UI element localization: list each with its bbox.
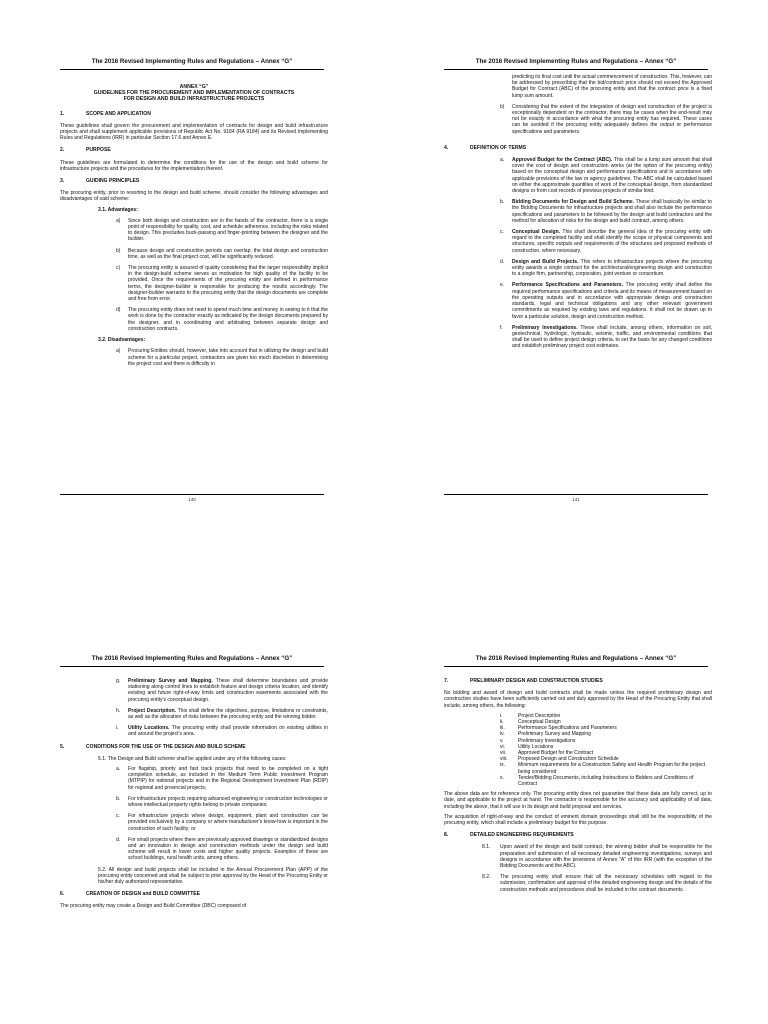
document-page-143 (384, 512, 768, 1024)
section-title: PRELIMINARY DESIGN AND CONSTRUCTION STUDIES (470, 678, 603, 684)
section-number: 2. (60, 147, 65, 154)
list-text: The procuring entity does not need to spend much time and money in seeing to it that the work is done by the contractor exactly as indicated by the design documents prepared by the designer, and in coordinating and arbitrating between separate design and construction contracts. (128, 307, 328, 332)
term: Utility Locations. (128, 725, 170, 732)
section-title: DEFINITION OF TERMS (470, 144, 527, 151)
list-item (482, 874, 712, 893)
list-marker: x. (500, 774, 504, 781)
list-marker: v. (500, 737, 504, 744)
list-marker: d. (500, 258, 505, 265)
definition-item (500, 229, 712, 254)
page-number: 141 (572, 497, 580, 502)
list-marker: b. (500, 199, 505, 206)
list-text: For infrastructure projects requiring advanced engineering or construction technologies or whose intellectual property rights belong to private companies; (128, 795, 328, 809)
list-item (116, 307, 328, 332)
section-heading (60, 147, 328, 153)
definition: These shall include, among others, information on soil, geotechnical, hydrologic, hydraulic, seismic, traffic, and environmental conditions that shall be used to define project design criteria, to set the basis for any changed conditions and establish preliminary project cost estimates. (512, 324, 713, 350)
list-item (482, 844, 712, 869)
running-header: The 2016 Revised Implementing Rules and Regulations – Annex “G” (475, 58, 677, 65)
section-title: SCOPE AND APPLICATION (86, 110, 151, 117)
list-marker: 8.1. (482, 844, 491, 851)
list-text: Approved Budget for the Contract (518, 750, 594, 757)
list-text: Procuring Entities should, however, take into account that in utilizing the design and build scheme for a particular project, contractors are given too much discretion in determining the project cost and there is difficulty in (128, 348, 328, 367)
section-number: 1. (60, 110, 65, 117)
list-text: For infrastructure projects where design, equipment, plant and construction can be provided exclusively by a company or where manufacturer's know-how is important in the construction of such facility; or (128, 813, 328, 832)
list-item (116, 837, 328, 862)
term: Conceptual Design. (512, 229, 561, 236)
list-marker: g. (116, 678, 121, 684)
list-marker: d) (116, 307, 121, 314)
section-title: CONDITIONS FOR THE USE OF THE DESIGN AND BUILD SCHEME (86, 743, 246, 750)
paragraph: 5.2. All design and build projects shall be included in the Annual Procurement Plan (APP) of the procuring entity concerned and shall be subject to prior approval by the Head of the Procuring Entity or his/her duly authorized representative. (98, 866, 328, 886)
list-marker: f. (500, 324, 503, 331)
header-rule (60, 69, 324, 70)
list-marker: a) (116, 348, 121, 355)
section-number: 4. (444, 144, 449, 151)
section-heading (444, 678, 712, 684)
definition: This shall define the objectives, purpose, limitations or constraints, as well as the allocation of risks between the procuring entity and the winning bidder. (128, 707, 328, 721)
paragraph: These guidelines are formulated to determine the conditions for the use of the design and build scheme for infrastructure projects and the procedures for the implementation thereof. (60, 159, 328, 172)
definition-item (500, 199, 712, 224)
definition: The procuring entity shall provide information on existing utilities in and around the project's area. (128, 725, 328, 738)
list-marker: i. (500, 712, 503, 719)
document-title (60, 84, 328, 103)
paragraph: The procuring entity, prior to resorting to the design and build scheme, should consider the following advantages and disadvantages of said scheme: (60, 190, 328, 203)
list-text: Proposed Design and Construction Schedule (518, 756, 619, 763)
definition-item (116, 725, 328, 737)
paragraph: These guidelines shall govern the procurement and implementation of contracts for design and build infrastructure projects and shall supplement applicable provisions of Republic Act No. 9184 (RA 9184) and its Revised Implementing Rules and Regulations (IRR) in particular Section 17.6 and Annex E. (60, 122, 328, 142)
section-number: 5. (60, 743, 65, 750)
list-text: Since both design and construction are in the hands of the contractor, there is a single point of responsibility for quality, cost, and schedule adherence, including the risks related to design. This precludes buck-passing and finger-pointing between the designer and the builder. (128, 217, 328, 243)
running-header: The 2016 Revised Implementing Rules and Regulations – Annex “G” (475, 655, 677, 662)
footer-rule (444, 494, 708, 495)
definition-item (500, 259, 712, 278)
list-marker: a. (500, 157, 505, 164)
definition: These shall determine boundaries and provide stationing along control lines to establish feature and design criteria location, and identify existing and future right-of-way limits and construction easements associated with the procuring entity's conceptual design. (128, 678, 328, 703)
paragraph: No bidding and award of design and build contracts shall be made unless the required preliminary design and construction studies have been sufficiently carried out and duly approved by the Head of the Procuring Entity that shall include, among others, the following: (444, 690, 712, 709)
list-marker: d. (116, 836, 121, 843)
list-marker: 8.2. (482, 874, 491, 881)
header-rule (444, 69, 708, 70)
subsection-heading: 3.2. Disadvantages: (98, 337, 146, 344)
paragraph: The procuring entity may create a Design and Build Committee (DBC) composed of (60, 903, 247, 910)
section-title: GUIDING PRINCIPLES (86, 178, 140, 185)
definition-item (500, 157, 712, 194)
list-text: Preliminary Investigations (518, 737, 576, 744)
definition: This shall describe the general idea of the procuring entity with regard to the completed facility and shall identify the scope or physical components and structures, specific outputs and requirements of the structures and proposed methods of construction, where necessary. (512, 229, 712, 254)
definition: This shall be a lump sum amount that shall cover the cost of design and construction works (at the option of the procuring entity) based on the conceptual design and performance specifications and in accordance with applicable provisions of the law or agency guidelines. The ABC shall be calculated based on either the approximate quantities of work of the conceptual design, from standardized designs or from cost records of previous projects of similar kind. (512, 157, 713, 195)
page-body (60, 678, 328, 914)
header-rule (444, 666, 708, 667)
list-marker: ii. (500, 719, 504, 726)
document-page-141 (384, 0, 768, 512)
list-text: Conceptual Design (518, 719, 561, 726)
section-number: 6. (60, 891, 65, 898)
list-text: Because design and construction periods can overlap, the total design and construction time, as well as the final project cost, will be significantly reduced. (128, 247, 328, 260)
page-body (444, 74, 712, 355)
list-marker: h. (116, 707, 121, 714)
running-header: The 2016 Revised Implementing Rules and Regulations – Annex “G” (91, 655, 293, 662)
section-title: PURPOSE (86, 147, 111, 154)
definition-item (500, 282, 712, 319)
list-item (116, 766, 328, 791)
list-marker: iv. (500, 731, 505, 738)
paragraph: 5.1. The Design and Build scheme shall be applied under any of the following cases: (98, 755, 287, 762)
section-title: DETAILED ENGINEERING REQUIREMENTS (470, 832, 574, 839)
definition: The procuring entity shall define the required performance specifications and criteria and its means of measurement based on the operating outputs and in accordance with appropriate design and construction standards, legal and technical obligations and any other relevant government commitments as required by existing laws and regulations. It shall not be drawn up to favor a particular solution, design and construction method. (512, 282, 712, 320)
list-item (500, 762, 712, 774)
term: Approved Budget for the Contract (ABC). (512, 157, 613, 164)
page-number: 140 (188, 497, 196, 502)
definition-item (116, 678, 328, 703)
list-item-continued (500, 74, 712, 99)
page-body (444, 678, 712, 898)
list-text: Considering that the extent of the integration of design and construction of the project is exceptionally dependent on the contractor, there may be cases when the end-result may not be exactly in accordance with what the procuring entity has required. These cases can be avoided if the procuring entity adequately defines the output or performance specifications and parameters. (512, 103, 712, 135)
list-text: For small projects where there are previously approved drawings or standardized designs and an innovation in design and construction methods under the design and build scheme will result in lower costs and higher quality projects. Examples of these are school buildings, rural health units, among others. (128, 836, 328, 862)
list-marker: a. (116, 766, 121, 773)
list-marker: e. (500, 282, 505, 289)
list-item (116, 218, 328, 243)
term: Preliminary Survey and Mapping. (128, 678, 213, 684)
title-line-2: FOR DESIGN AND BUILD INFRASTRUCTURE PROJECTS (123, 96, 265, 103)
list-marker: b) (500, 103, 505, 110)
term: Design and Build Projects. (512, 258, 579, 265)
list-text: Utility Locations (518, 743, 554, 750)
list-text: predicting its final cost until the actual commencement of construction. This, however, can be addressed by prescribing that the bid/contract price should not exceed the Approved Budget for Contract (ABC) of the procuring entity and that the contract price is a fixed lump sum amount. (512, 74, 712, 99)
list-marker: iii. (500, 725, 505, 732)
section-number: 7. (444, 678, 449, 684)
list-item (500, 104, 712, 135)
footer-rule (60, 494, 324, 495)
list-text: Tender/Bidding Documents, including Instructions to Bidders and Conditions of Contract (518, 774, 694, 788)
paragraph: The acquisition of right-of-way and the conduct of eminent domain proceedings shall still be the responsibility of the procuring entity, which shall include a preliminary budget for this purpose. (444, 813, 712, 827)
annex-label: ANNEX “G” (179, 84, 209, 90)
subsection-heading: 3.1. Advantages: (98, 206, 138, 213)
list-item (116, 813, 328, 832)
list-text: Project Description (518, 712, 561, 719)
list-item (116, 348, 328, 367)
term: Preliminary Investigations. (512, 324, 578, 331)
list-marker: vii. (500, 750, 507, 757)
section-heading (60, 744, 328, 750)
section-heading (444, 145, 712, 151)
list-marker: c) (116, 265, 121, 272)
list-text: Upon award of the design and build contract, the winning bidder shall be responsible for the preparation and submission of all necessary detailed engineering investigations, surveys and designs in accordance with the provisions of Annex "A" of this IRR (with the exception of the Bidding Documents and the ABC). (500, 844, 712, 870)
list-text: Performance Specifications and Parameters (518, 725, 617, 732)
list-marker: b. (116, 795, 121, 802)
list-item (500, 775, 712, 787)
term: Project Description. (128, 707, 176, 714)
list-marker: b) (116, 247, 121, 254)
section-heading (444, 832, 712, 838)
list-marker: a) (116, 217, 121, 224)
list-item (116, 248, 328, 260)
document-page-140 (0, 0, 384, 512)
document-page-142 (0, 512, 384, 1024)
section-heading (60, 178, 328, 184)
header-rule (60, 666, 324, 667)
list-marker: c. (500, 229, 504, 236)
list-marker: vi. (500, 743, 506, 750)
definition-item (500, 325, 712, 350)
definition: This refers to infrastructure projects where the procuring entity awards a single contract for the architectural/engineering design and construction to a single firm, partnership, corporation, joint venture or consortium. (512, 258, 712, 278)
term: Bidding Documents for Design and Build Scheme. (512, 199, 635, 206)
list-item (116, 796, 328, 808)
running-header: The 2016 Revised Implementing Rules and Regulations – Annex “G” (91, 58, 293, 65)
section-number: 8. (444, 832, 449, 839)
paragraph: The above data are for reference only. The procuring entity does not guarantee that these data are fully correct, up to date, and applicable to the project at hand. The contractor is responsible for the accuracy and applicability of all data, including the above, that it will use in its design and build proposal and services. (444, 791, 712, 810)
section-heading (60, 891, 328, 897)
list-marker: c. (116, 813, 120, 820)
list-marker: i. (116, 725, 119, 732)
list-text: The procuring entity shall ensure that all the necessary schedules with regard to the submission, confirmation and approval of the detailed engineering design and the details of the construction methods and procedures shall be included in the contract documents. (500, 874, 712, 893)
title-line-1: GUIDELINES FOR THE PROCUREMENT AND IMPLEMENTATION OF CONTRACTS (93, 90, 295, 97)
list-text: The procuring entity is assured of quality considering that the larger responsibility implicit in the design-build scheme serves as motivation for high quality of the facility to be provided. Once the requirements of the procuring entity are defined in performance terms, the designer-builder is responsible for producing the results accordingly. The designer-builder warrants to the procuring entity that the design documents are complete and free from error. (128, 265, 328, 303)
section-heading (60, 111, 328, 117)
roman-list (500, 713, 712, 787)
section-number: 3. (60, 178, 65, 185)
list-text: Preliminary Survey and Mapping (518, 731, 591, 738)
definition-item (116, 708, 328, 720)
list-text: For flagship, priority and fast track projects that need to be completed on a tight completion schedule, as included in the Medium Term Public Investment Program (MTPIP) for national projects and in the Regional Development Investment Plan (RDIP) for regional and provincial projects; (128, 766, 328, 791)
list-text: Minimum requirements for a Construction Safety and Health Program for the project being considered (518, 762, 706, 775)
list-marker: ix. (500, 762, 506, 769)
section-title: CREATION OF DESIGN and BUILD COMMITTEE (86, 891, 201, 898)
term: Performance Specifications and Parameters. (512, 282, 624, 289)
definition: These shall basically be similar to the Bidding Documents for infrastructure projects and shall also include the performance specifications and parameters to be followed by the design and build contractors and the method for allocation of risks for the design and build contract, among others. (512, 199, 712, 224)
page-body (60, 84, 328, 372)
list-marker: viii. (500, 756, 508, 763)
list-item (116, 265, 328, 302)
